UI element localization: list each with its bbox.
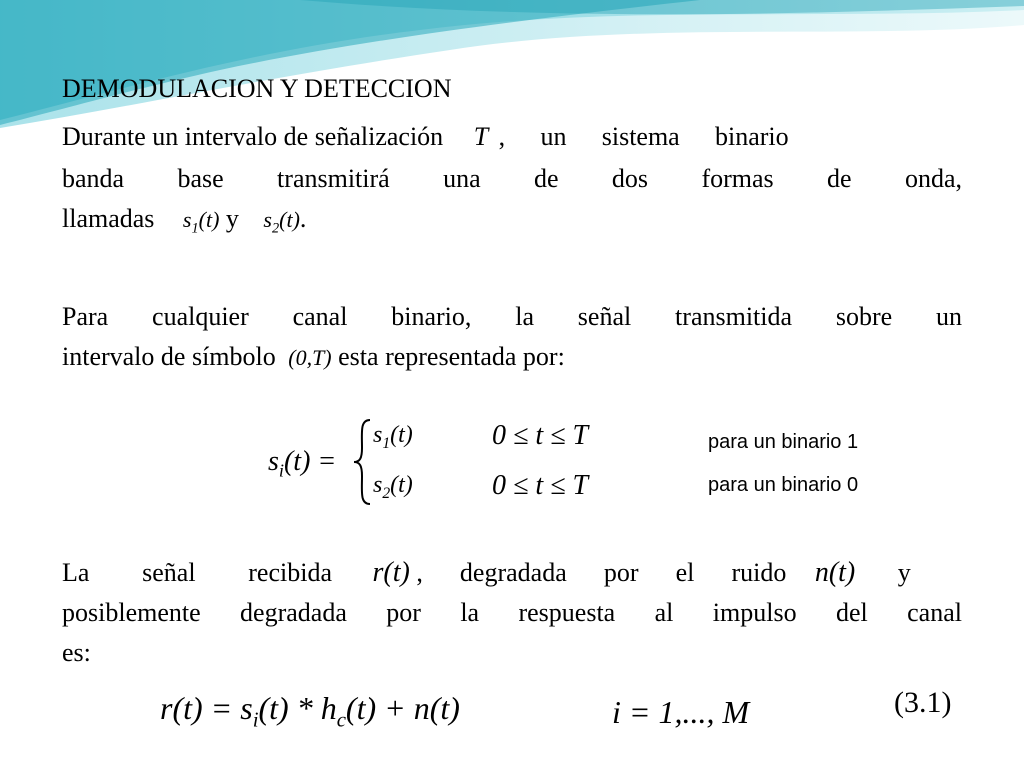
p3-text-a: La señal recibida [62,558,332,587]
p2-text-a: intervalo de símbolo [62,342,276,371]
symbol-T: T [473,122,489,151]
equation-index-range: i = 1,..., M [612,694,750,730]
paragraph-2-line-1: Para cualquier canal binario, la señal transmitida sobre un [62,302,962,331]
case-1-function: $s_1(t)$ [373,422,413,452]
equation-number: (3.1) [894,686,952,719]
paragraph-1-line-3 [62,200,306,247]
slide-title: DEMODULACION Y DETECCION [62,74,452,103]
paragraph-1-line-1 [62,118,962,156]
s2-subscript: 2 [271,220,280,237]
n-of-t: n(t) [814,557,856,588]
equation-si-lhs: $s_i(t)$ = [268,446,337,481]
s1-subscript: 1 [191,220,199,237]
p3-text-b: , degradada por el ruido [416,558,787,587]
p2-text-b: esta representada por: [338,342,565,371]
paragraph-3-line-2: posiblemente degradada por la respuesta al impulso del canal [62,598,962,627]
equation-received-signal: $r(t) = s_i(t) * h_c(t) + n(t)$ [160,690,460,732]
interval-0-T: (0,T) [288,345,332,370]
s1-symbol: s [182,207,192,232]
paragraph-2-line-2 [62,338,565,377]
r-of-t: r(t) [372,557,410,588]
p1-text-a: Durante un intervalo de señalización [62,122,444,151]
paragraph-3-line-1 [62,554,962,592]
case-1-note: para un binario 1 [708,431,859,453]
p1-text-llamadas: llamadas [62,204,155,233]
case-2-note: para un binario 0 [708,474,859,496]
p1-period: . [299,204,307,233]
paragraph-3-line-3: es: [62,638,91,667]
p1-text-b: , un sistema binario [498,122,789,151]
s2-arg: (t) [279,207,300,232]
case-2-condition: 0 ≤ t ≤ T [492,470,589,501]
paragraph-1-line-2: banda base transmitirá una de dos formas de onda, [62,164,962,193]
p1-text-y: y [225,204,239,233]
piecewise-brace [352,418,374,506]
case-2-function: $s_2(t)$ [373,472,413,502]
case-1-condition: 0 ≤ t ≤ T [492,420,589,451]
s2-symbol: s [263,207,272,232]
header-wave-decoration [0,0,1024,130]
s1-arg: (t) [198,207,220,232]
p3-text-c: y [897,558,911,587]
